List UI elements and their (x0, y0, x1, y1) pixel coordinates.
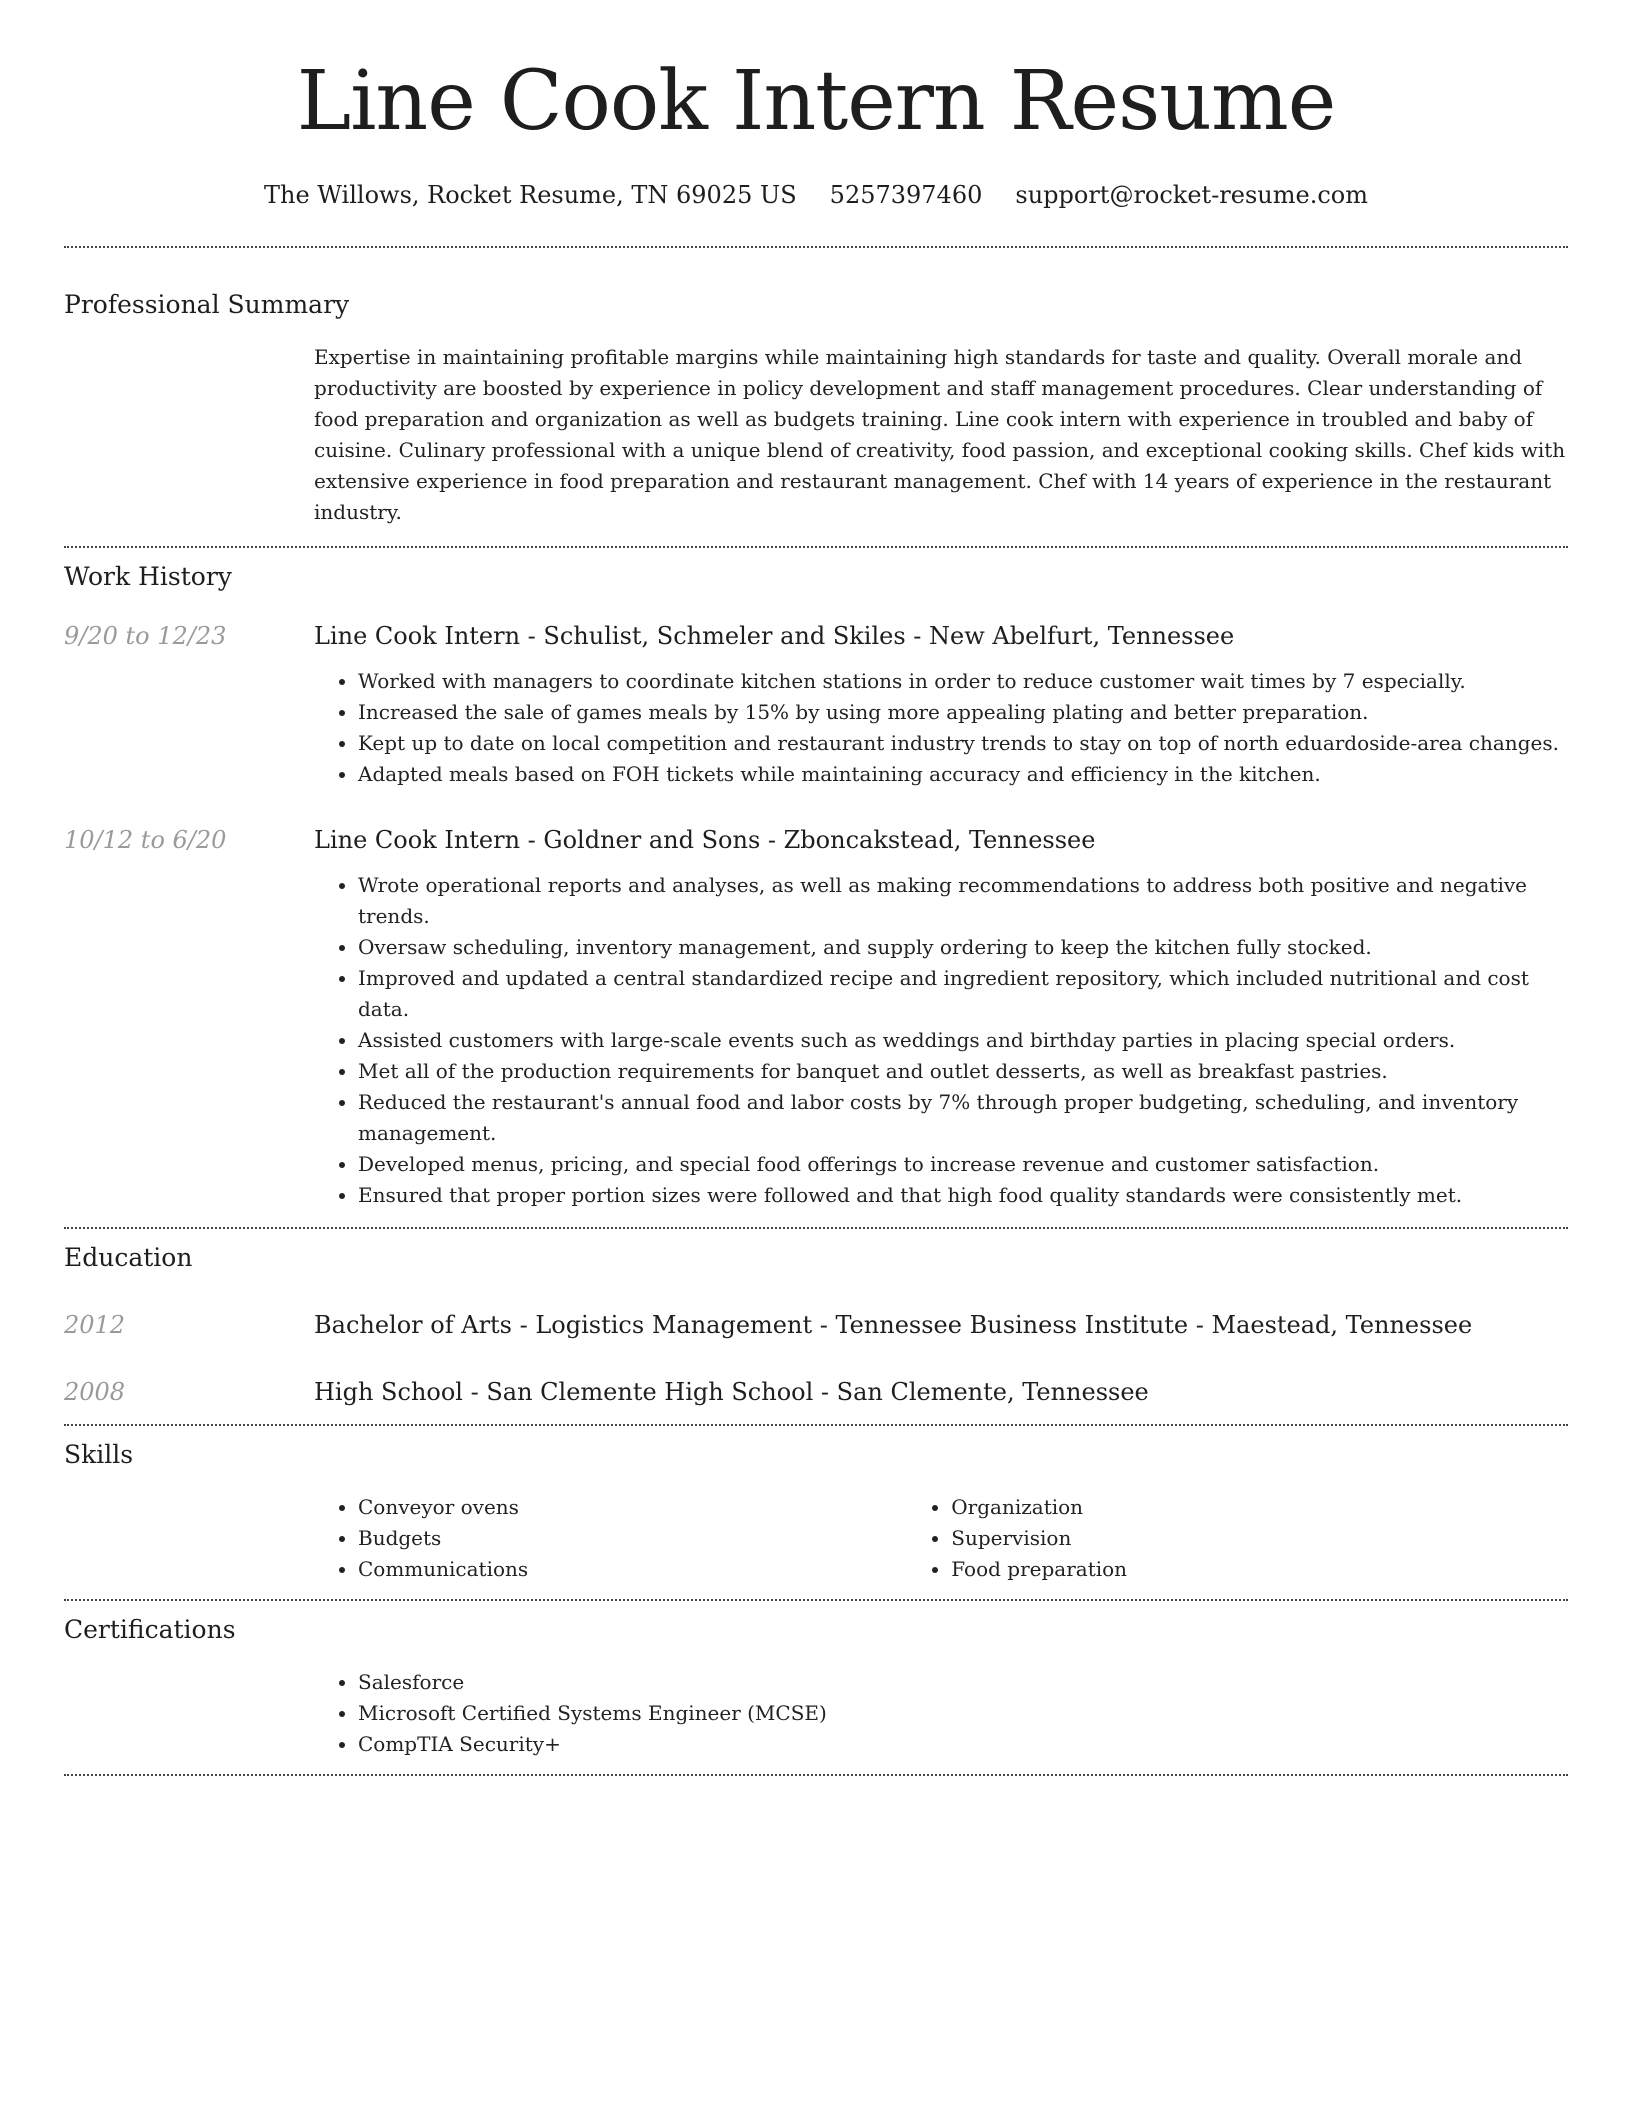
education-year: 2012 (64, 1311, 126, 1339)
job-dates: 10/12 to 6/20 (64, 826, 227, 854)
certification-item: • CompTIA Security+ (358, 1729, 1568, 1760)
education-entry (64, 1376, 1568, 1408)
certifications-items (314, 1667, 1568, 1760)
job-body (314, 824, 1568, 1211)
work-history-heading: Work History (64, 562, 232, 591)
certification-item: • Microsoft Certified Systems Engineer (MCSE) (358, 1698, 1568, 1729)
job-bullet: • Increased the sale of games meals by 15% by using more appealing plating and better preparation. (358, 697, 1568, 728)
job-bullet: • Kept up to date on local competition and restaurant industry trends to stay on top of north eduardoside-area changes. (358, 728, 1568, 759)
job-bullet: • Improved and updated a central standardized recipe and ingredient repository, which included nutritional and cost data. (358, 963, 1568, 1025)
job-bullet: • Met all of the production requirements for banquet and outlet desserts, as well as breakfast pastries. (358, 1056, 1568, 1087)
education-heading-line: High School - San Clemente High School - San Clemente, Tennessee (314, 1378, 1149, 1406)
education-entry (64, 1309, 1568, 1341)
skill-item: • Communications (358, 1554, 907, 1585)
skill-item: • Food preparation (951, 1554, 1568, 1585)
skill-item: • Supervision (951, 1523, 1568, 1554)
job-bullet: • Reduced the restaurant's annual food and labor costs by 7% through proper budgeting, scheduling, and inventory management. (358, 1087, 1568, 1149)
section-divider (64, 1599, 1568, 1601)
section-divider (64, 246, 1568, 248)
job-bullet: • Adapted meals based on FOH tickets while maintaining accuracy and efficiency in the kitchen. (358, 759, 1568, 790)
contact-email: support@rocket-resume.com (1015, 181, 1368, 209)
job-bullet: • Developed menus, pricing, and special food offerings to increase revenue and customer satisfaction. (358, 1149, 1568, 1180)
education-year: 2008 (64, 1378, 126, 1406)
job-heading: Line Cook Intern - Goldner and Sons - Zboncakstead, Tennessee (314, 826, 1096, 854)
job-body (314, 620, 1568, 790)
job-heading: Line Cook Intern - Schulist, Schmeler and Skiles - New Abelfurt, Tennessee (314, 622, 1235, 650)
job-bullet: • Worked with managers to coordinate kitchen stations in order to reduce customer wait times by 7 especially. (358, 666, 1568, 697)
job-bullet: • Wrote operational reports and analyses, as well as making recommendations to address both positive and negative trends. (358, 870, 1568, 932)
section-divider (64, 1774, 1568, 1776)
skill-item: • Organization (951, 1492, 1568, 1523)
job-entry (64, 620, 1568, 790)
contact-address: The Willows, Rocket Resume, TN 69025 US (264, 181, 797, 209)
job-entry (64, 824, 1568, 1211)
job-bullets (314, 666, 1568, 790)
contact-line (64, 180, 1568, 210)
section-divider (64, 1227, 1568, 1229)
contact-phone: 5257397460 (829, 181, 983, 209)
job-bullet: • Oversaw scheduling, inventory management, and supply ordering to keep the kitchen fully stocked. (358, 932, 1568, 963)
education-body (314, 1309, 1568, 1341)
skills-column-right (907, 1492, 1568, 1585)
certifications-list (314, 1667, 1568, 1760)
resume-title: Line Cook Intern Resume (296, 54, 1336, 149)
summary-text: Expertise in maintaining profitable margins while maintaining high standards for taste and quality. Overall morale and productivity are boosted by experience in policy development and staff management procedures. Clear understanding of food preparation and organization as well as budgets training. Line cook intern with experience in troubled and baby of cuisine. Culinary professional with a unique blend of creativity, food passion, and exceptional cooking skills. Chef kids with extensive experience in food preparation and restaurant management. Chef with 14 years of experience in the restaurant industry. (314, 345, 1566, 524)
job-bullet: • Ensured that proper portion sizes were followed and that high food quality standards were consistently met. (358, 1180, 1568, 1211)
skill-item: • Budgets (358, 1523, 907, 1554)
certification-item: • Salesforce (358, 1667, 1568, 1698)
job-bullets (314, 870, 1568, 1211)
education-heading: Education (64, 1243, 193, 1272)
education-heading-line: Bachelor of Arts - Logistics Management - Tennessee Business Institute - Maestead, Tennessee (314, 1311, 1473, 1339)
resume-page (64, 0, 1568, 1776)
job-bullet: • Assisted customers with large-scale events such as weddings and birthday parties in placing special orders. (358, 1025, 1568, 1056)
skills-heading: Skills (64, 1440, 134, 1469)
skills-list (314, 1492, 1568, 1585)
certifications-heading: Certifications (64, 1615, 236, 1644)
section-divider (64, 546, 1568, 548)
skill-item: • Conveyor ovens (358, 1492, 907, 1523)
skills-column-left (314, 1492, 907, 1585)
summary-heading: Professional Summary (64, 290, 350, 319)
job-dates: 9/20 to 12/23 (64, 622, 227, 650)
education-body (314, 1376, 1568, 1408)
section-divider (64, 1424, 1568, 1426)
